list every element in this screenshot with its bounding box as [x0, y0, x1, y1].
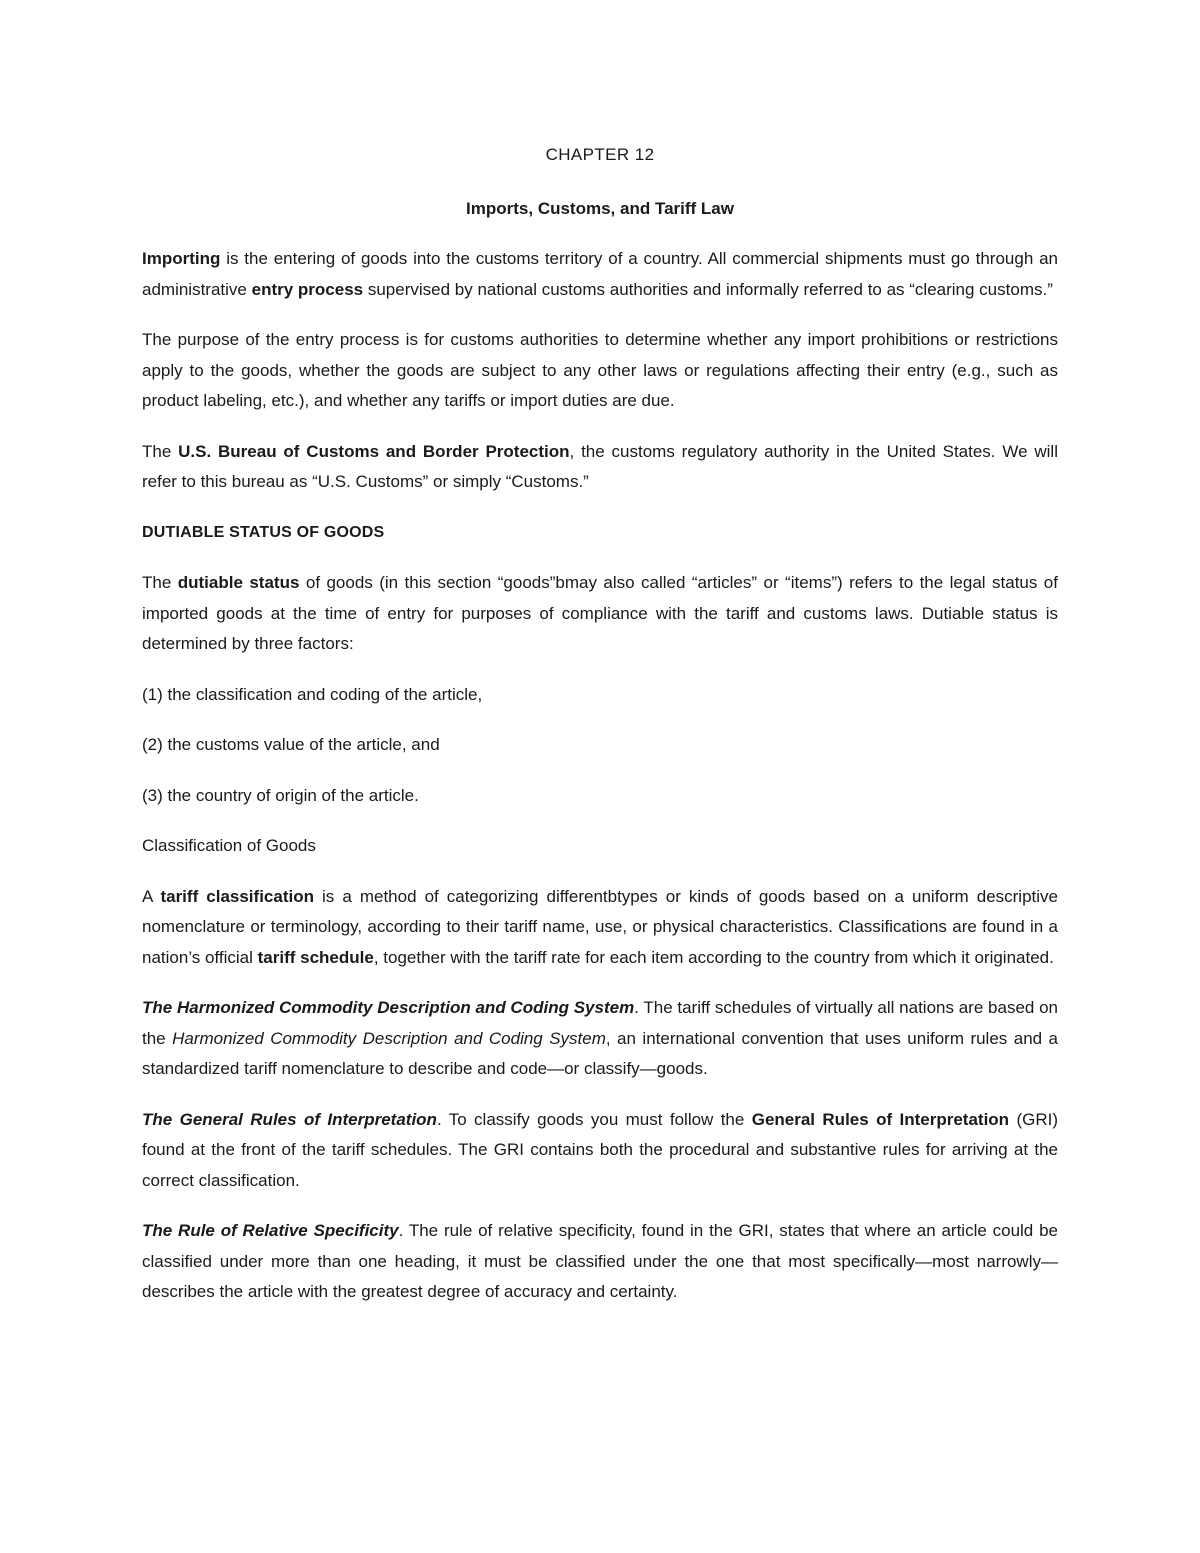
term-harmonized-system-heading: The Harmonized Commodity Description and Coding System	[142, 998, 635, 1017]
term-us-bureau: U.S. Bureau of Customs and Border Protection	[178, 441, 570, 461]
term-tariff-classification: tariff classification	[160, 886, 314, 906]
chapter-label: CHAPTER 12	[545, 145, 655, 164]
subheading-classification: Classification of Goods	[142, 836, 316, 855]
paragraph-harmonized-system: The Harmonized Commodity Description and Coding System. The tariff schedules of virtually all nations are based on the Harmonized Commodity Description and Coding System, an international convention that uses uniform rules and a standardized tariff nomenclature to describe and code—or classify—goods.	[142, 998, 1059, 1078]
factor-item: (3) the country of origin of the article.	[142, 785, 419, 805]
paragraph-importing: Importing is the entering of goods into the customs territory of a country. All commercial shipments must go through an administrative entry process supervised by national customs authorities and informally referred to as “clearing customs.”	[142, 249, 1058, 299]
term-general-rules: General Rules of Interpretation	[751, 1109, 1010, 1129]
paragraph-entry-purpose: The purpose of the entry process is for customs authorities to determine whether any import prohibitions or restrictions apply to the goods, whether the goods are subject to any other laws or regulations affecting their entry (e.g., such as product labeling, etc.), and whether any tariffs or import duties are due.	[142, 330, 1058, 410]
term-importing: Importing	[142, 249, 221, 268]
factor-item: (2) the customs value of the article, and	[142, 735, 440, 754]
document-page	[142, 140, 1058, 1328]
term-relative-specificity-heading: The Rule of Relative Specificity	[142, 1221, 399, 1240]
term-entry-process: entry process	[251, 279, 364, 299]
term-harmonized-system: Harmonized Commodity Description and Coding System	[172, 1028, 606, 1048]
factor-item: (1) the classification and coding of the article,	[142, 684, 483, 704]
term-general-rules-heading: The General Rules of Interpretation	[142, 1109, 437, 1129]
paragraph-general-rules: The General Rules of Interpretation. To classify goods you must follow the General Rules of Interpretation (GRI) found at the front of the tariff schedules. The GRI contains both the procedural and substantive rules for arriving at the correct classification.	[142, 1109, 1058, 1190]
section-heading-dutiable-status: DUTIABLE STATUS OF GOODS	[142, 523, 385, 541]
paragraph-dutiable-status: The dutiable status of goods (in this section “goods”bmay also called “articles” or “items”) refers to the legal status of imported goods at the time of entry for purposes of compliance with the tariff and customs laws. Dutiable status is determined by three factors:	[142, 573, 1058, 653]
term-dutiable-status: dutiable status	[177, 573, 300, 592]
paragraph-us-customs: The U.S. Bureau of Customs and Border Protection, the customs regulatory authority in the United States. We will refer to this bureau as “U.S. Customs” or simply “Customs.”	[142, 441, 1058, 491]
term-tariff-schedule: tariff schedule	[257, 947, 374, 967]
paragraph-relative-specificity: The Rule of Relative Specificity. The rule of relative specificity, found in the GRI, states that where an article could be classified under more than one heading, it must be classified under the one that most specifically—most narrowly—describes the article with the greatest degree of accuracy and certainty.	[142, 1221, 1058, 1301]
paragraph-tariff-classification: A tariff classification is a method of categorizing differentbtypes or kinds of goods based on a uniform descriptive nomenclature or terminology, according to their tariff name, use, or physical characteristics. Classifications are found in a nation’s official tariff schedule, together with the tariff rate for each item according to the country from which it originated.	[142, 886, 1058, 967]
chapter-title: Imports, Customs, and Tariff Law	[466, 199, 734, 218]
